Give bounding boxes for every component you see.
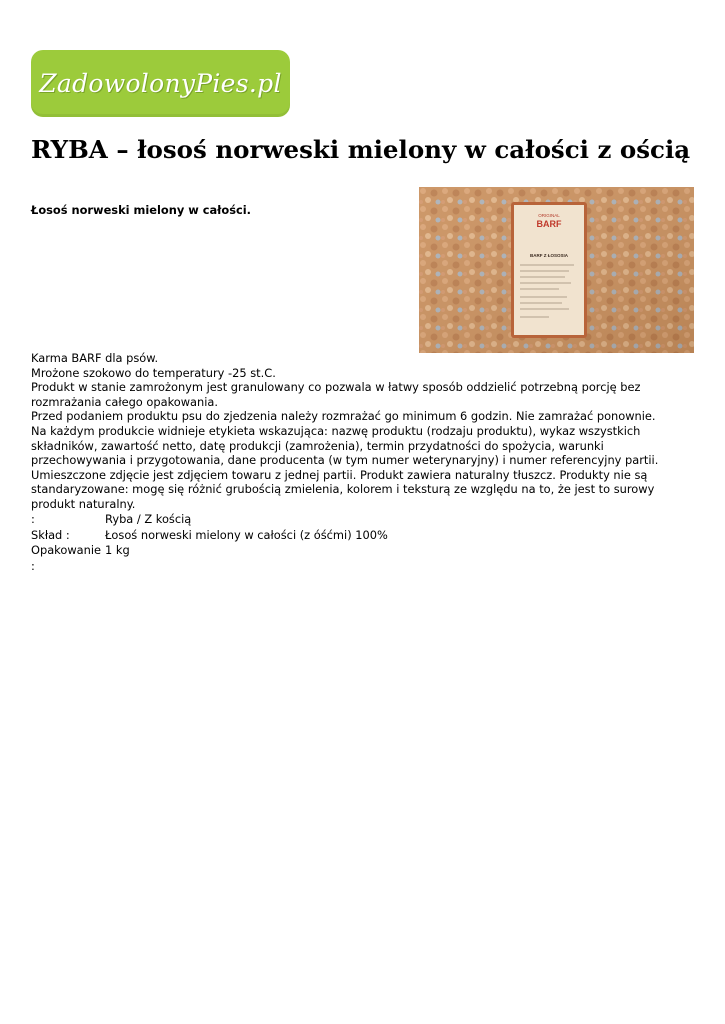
spec-key: Opakowanie : <box>31 543 102 573</box>
spec-value: Ryba / Z kością <box>105 512 192 526</box>
description-line: Mrożone szokowo do temperatury -25 st.C. <box>31 365 276 380</box>
description-line: Przed podaniem produktu psu do zjedzenia należy rozmrażać go minimum 6 godzin. Nie zamrażać ponownie. <box>31 409 656 424</box>
product-specs <box>29 512 390 574</box>
spec-row <box>29 528 390 544</box>
spec-value: 1 kg <box>105 543 130 557</box>
label-brand-small: ORIGINAL <box>538 213 560 218</box>
spec-value: Łosoś norweski mielony w całości (z óśćmi) 100% <box>105 527 388 542</box>
product-subtitle: Łosoś norweski mielony w całości. <box>31 203 251 217</box>
product-description <box>31 351 691 512</box>
spec-key: : <box>31 512 35 526</box>
package-label <box>511 202 587 338</box>
logo-text: ZadowolonyPies.pl <box>39 69 282 98</box>
spec-row <box>29 543 390 574</box>
site-logo[interactable] <box>31 50 290 117</box>
description-line: Na każdym produkcie widnieje etykieta wskazująca: nazwę produktu (rodzaju produktu), wykaz wszystkich składników, zawartość netto, datę produkcji (zamrożenia), termin przydatności do spożycia, warunki przechowywania i przygotowania, dane producenta (w tym numer weterynaryjny) i numer referencyjny partii. <box>31 423 659 468</box>
description-line: Produkt w stanie zamrożonym jest granulowany co pozwala w łatwy sposób oddzielić potrzebną porcję bez rozmrażania całego opakowania. <box>31 380 641 409</box>
product-photo <box>419 187 694 353</box>
product-title: RYBA – łosoś norweski mielony w całości z ością <box>31 135 691 164</box>
spec-key: Skład : <box>31 527 70 542</box>
description-line: Karma BARF dla psów. <box>31 351 159 365</box>
label-product: BARF Z ŁOSOSIA <box>530 253 568 258</box>
label-brand: BARF <box>536 219 562 229</box>
description-line: Umieszczone zdjęcie jest zdjęciem towaru z jednej partii. Produkt zawiera naturalny tłuszcz. Produkty nie są standaryzowane: mogę się różnić grubością zmielenia, kolorem i teksturą ze względu na to, że jest to surowy produkt naturalny. <box>31 467 655 511</box>
spec-row <box>29 512 390 528</box>
